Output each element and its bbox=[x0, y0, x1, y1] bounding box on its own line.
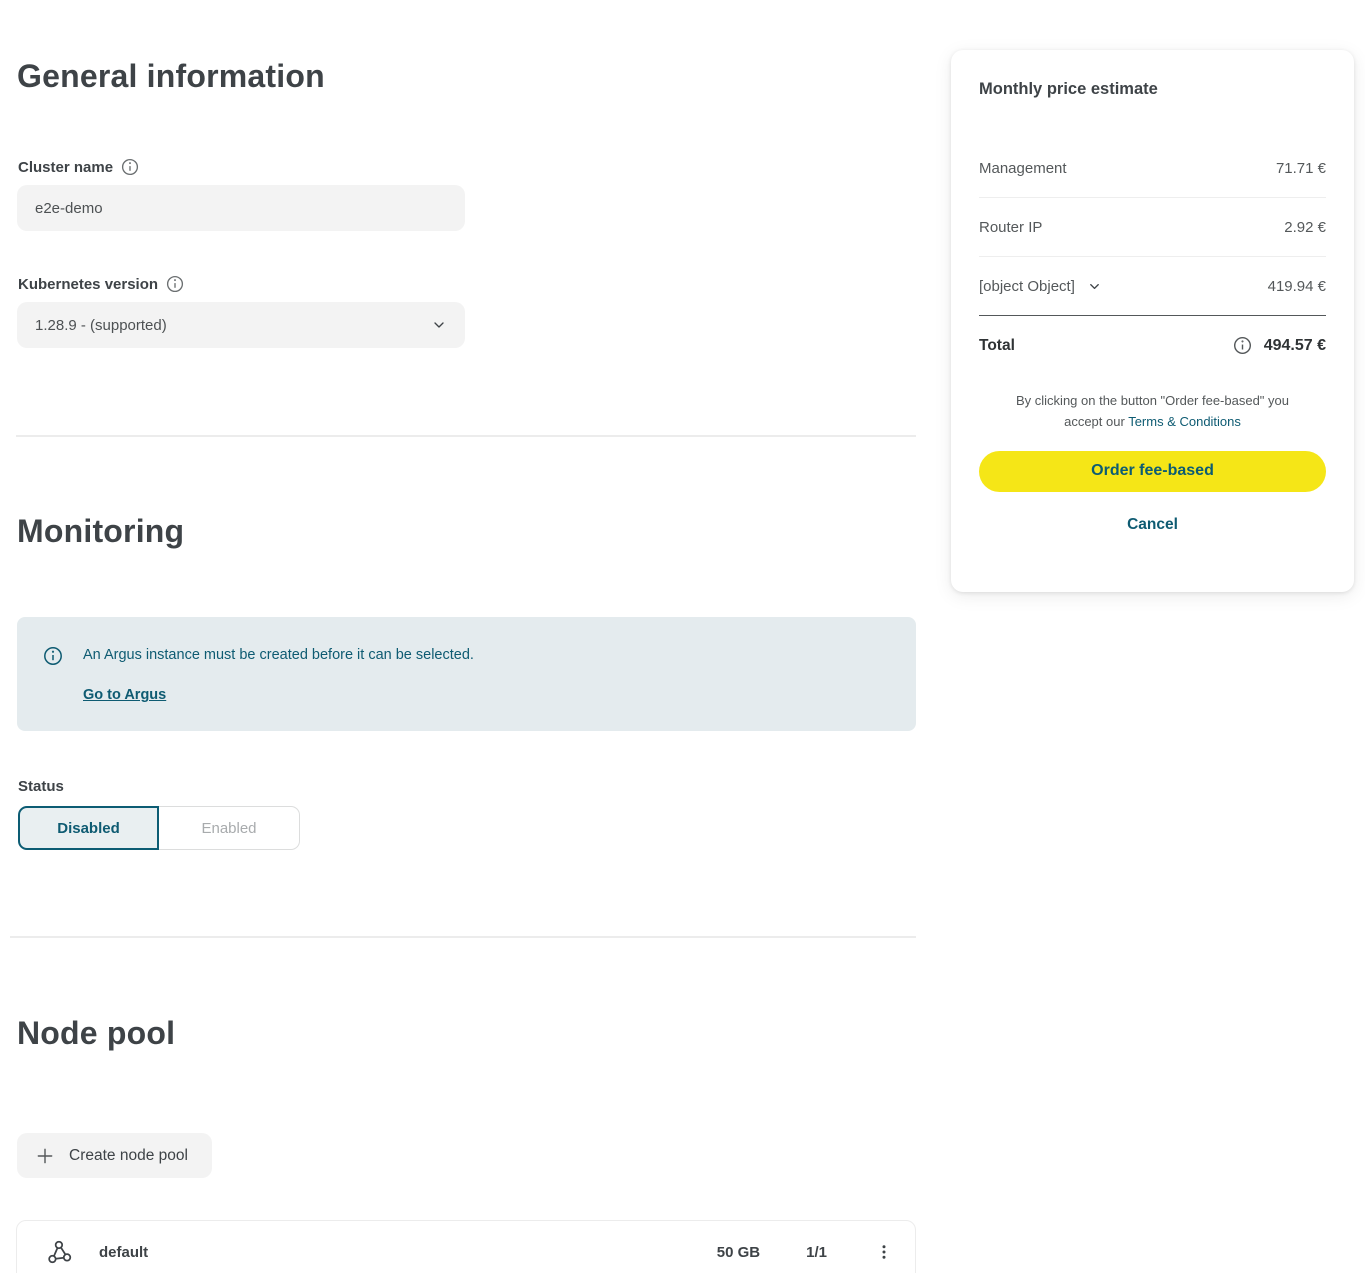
terms-prefix: By clicking on the button "Order fee-based" you accept our bbox=[1016, 393, 1289, 429]
plus-icon bbox=[35, 1146, 55, 1166]
status-option-disabled[interactable]: Disabled bbox=[18, 806, 159, 850]
node-pool-icon bbox=[47, 1239, 73, 1265]
price-estimate-title: Monthly price estimate bbox=[979, 80, 1158, 98]
chevron-down-icon[interactable] bbox=[1087, 279, 1102, 294]
create-node-pool-button[interactable] bbox=[17, 1133, 212, 1178]
price-row-label: Management bbox=[979, 159, 1067, 177]
node-pool-heading: Node pool bbox=[17, 1015, 176, 1051]
price-rows bbox=[979, 139, 1326, 316]
info-icon[interactable] bbox=[1233, 336, 1252, 355]
status-toggle-group bbox=[18, 806, 300, 850]
price-row-label: Router IP bbox=[979, 218, 1043, 236]
cluster-name-input[interactable] bbox=[17, 185, 465, 231]
status-label: Status bbox=[18, 778, 64, 795]
kubernetes-version-selected-value: 1.28.9 - (supported) bbox=[35, 316, 167, 334]
price-row-value: 2.92 € bbox=[1284, 218, 1326, 236]
total-label: Total bbox=[979, 336, 1015, 354]
price-row-label: [object Object] bbox=[979, 277, 1075, 295]
price-row-node-pools bbox=[979, 257, 1326, 316]
price-total-row bbox=[979, 316, 1326, 375]
info-icon bbox=[43, 646, 63, 666]
alert-message: An Argus instance must be created before it can be selected. bbox=[83, 647, 474, 663]
section-divider bbox=[10, 936, 916, 938]
node-pool-count: 1/1 bbox=[806, 1243, 827, 1261]
monitoring-heading: Monitoring bbox=[17, 513, 185, 549]
status-option-enabled[interactable]: Enabled bbox=[159, 806, 300, 850]
general-information-heading: General information bbox=[17, 58, 325, 94]
price-row-router-ip bbox=[979, 198, 1326, 257]
kebab-menu-icon[interactable] bbox=[875, 1241, 893, 1263]
kubernetes-version-select[interactable] bbox=[17, 302, 465, 348]
price-row-value: 71.71 € bbox=[1275, 159, 1326, 177]
price-row-value: 419.94 € bbox=[1267, 277, 1326, 295]
info-icon[interactable] bbox=[121, 158, 139, 176]
argus-info-alert bbox=[17, 617, 916, 731]
price-estimate-card bbox=[951, 50, 1354, 592]
node-pool-storage: 50 GB bbox=[716, 1243, 761, 1261]
node-pool-name: default bbox=[99, 1243, 149, 1261]
create-node-pool-label: Create node pool bbox=[69, 1146, 188, 1164]
cancel-button[interactable]: Cancel bbox=[1127, 515, 1178, 533]
kubernetes-version-label bbox=[18, 275, 184, 293]
total-value: 494.57 € bbox=[1263, 336, 1326, 354]
chevron-down-icon bbox=[431, 317, 447, 333]
price-row-management bbox=[979, 139, 1326, 198]
cluster-name-label bbox=[18, 158, 139, 176]
order-fee-based-button[interactable]: Order fee-based bbox=[979, 451, 1326, 492]
terms-and-conditions-link[interactable]: Terms & Conditions bbox=[1128, 413, 1241, 429]
kubernetes-version-label-text: Kubernetes version bbox=[18, 275, 159, 293]
go-to-argus-link[interactable]: Go to Argus bbox=[83, 687, 167, 704]
terms-text bbox=[1002, 391, 1304, 433]
section-divider bbox=[16, 435, 916, 437]
node-pool-row[interactable] bbox=[16, 1220, 916, 1273]
cluster-name-label-text: Cluster name bbox=[18, 158, 114, 176]
info-icon[interactable] bbox=[166, 275, 184, 293]
